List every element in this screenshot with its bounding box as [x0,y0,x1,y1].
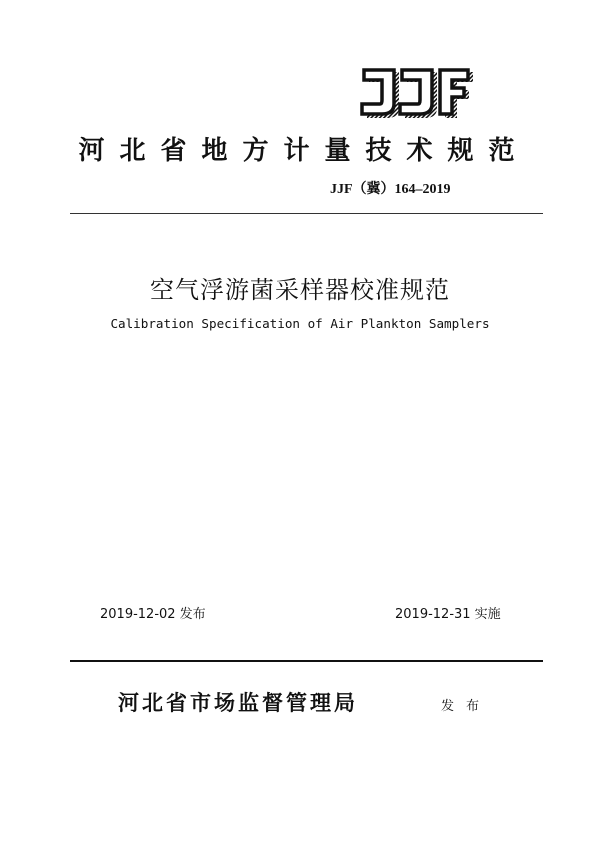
issue-date: 2019-12-02 发布 [100,607,206,622]
document-title-english: Calibration Specification of Air Plankton Samplers [110,316,490,331]
document-title-chinese: 空气浮游菌采样器校准规范 [150,276,450,304]
jjf-logo [360,68,476,120]
top-divider [70,213,543,214]
bottom-divider [70,660,543,662]
implementation-date: 2019-12-31 实施 [395,607,501,622]
header-title: 河北省地方计量技术规范 [78,136,530,166]
publish-label: 发布 [441,699,492,714]
jjf-logo-graphic [360,68,476,120]
standard-number: JJF（冀）164–2019 [330,182,451,197]
issuing-authority: 河北省市场监督管理局 [118,690,358,715]
